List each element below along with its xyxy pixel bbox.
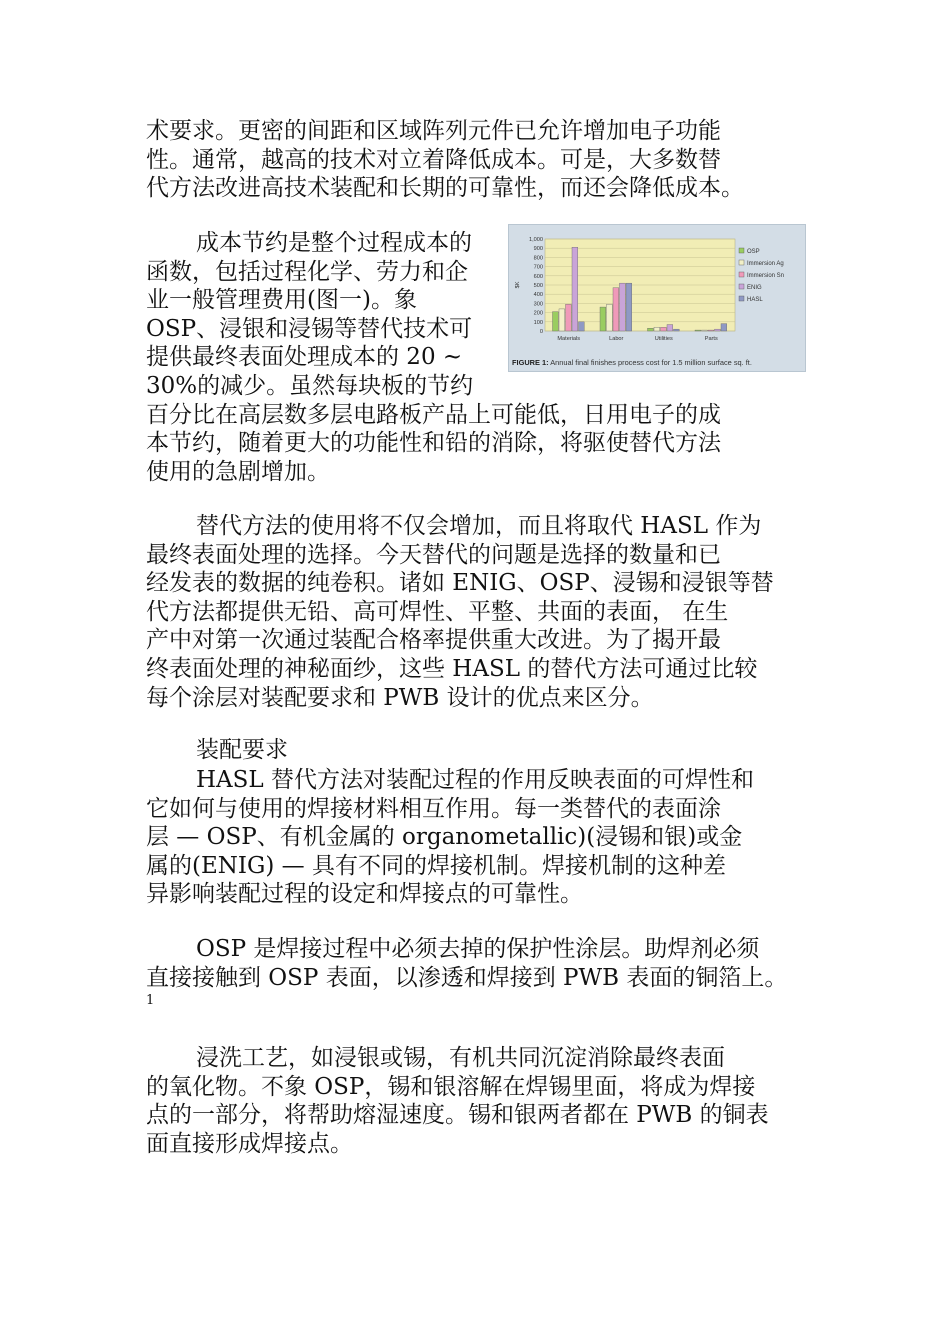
figure-1 — [508, 224, 806, 372]
y-tick-label: 700 — [533, 264, 543, 271]
bar-chart — [509, 225, 807, 357]
p5-line: OSP 是焊接过程中必须去掉的保护性涂层。助焊剂必须 — [196, 936, 760, 962]
x-tick-label: Parts — [704, 336, 718, 342]
bar-enig — [667, 325, 673, 331]
p4-line: 属的(ENIG) — 具有不同的焊接机制。焊接机制的这种差 — [146, 852, 726, 879]
p2-line: OSP、浸银和浸锡等替代技术可 — [146, 315, 473, 342]
paragraph-3 — [146, 512, 808, 712]
p2-line: 30%的减少。虽然每块板的节约 — [146, 372, 474, 399]
p6-line: 浸洗工艺，如浸银或锡，有机共同沉淀消除最终表面 — [196, 1045, 725, 1071]
p2-line: 百分比在高层数多层电路板产品上可能低，日用电子的成 — [146, 401, 721, 428]
legend-entry: Immersion Ag — [747, 261, 784, 267]
legend-swatch — [739, 284, 744, 289]
p3-line: 最终表面处理的选择。今天替代的问题是选择的数量和已 — [146, 541, 721, 568]
bar-osp — [648, 328, 654, 331]
y-tick-label: 0 — [539, 329, 543, 335]
y-tick-label: 500 — [533, 283, 543, 289]
legend-entry: ENIG — [747, 285, 762, 291]
legend-entry: OSP — [747, 249, 760, 255]
x-tick-label: Labor — [609, 336, 624, 342]
bar-immersion-sn — [661, 327, 667, 331]
paragraph-1 — [146, 117, 808, 203]
p2-line: 函数，包括过程化学、劳力和企 — [146, 258, 468, 285]
paragraph-6 — [146, 1044, 808, 1158]
bar-enig — [620, 283, 626, 331]
p3-line: 每个涂层对装配要求和 PWB 设计的优点来区分。 — [146, 684, 654, 711]
legend-swatch — [739, 272, 744, 277]
y-tick-label: 800 — [533, 255, 543, 262]
bar-immersion-ag — [607, 304, 613, 331]
legend-entry: HASL — [747, 297, 763, 303]
p3-line: 代方法都提供无铅、高可焊性、平整、共面的表面， 在生 — [146, 598, 729, 625]
bar-immersion-sn — [613, 288, 619, 331]
legend-entry: Immersion Sn — [747, 273, 785, 279]
y-tick-label: 300 — [533, 301, 543, 308]
p4-line: 层 — OSP、有机金属的 organometallic)(浸锡和银)或金 — [146, 824, 743, 851]
legend-swatch — [739, 296, 744, 301]
p4-line: 异影响装配过程的设定和焊接点的可靠性。 — [146, 881, 583, 908]
y-axis-label: $K — [515, 281, 521, 289]
p3-line: 终表面处理的神秘面纱，这些 HASL 的替代方法可通过比较 — [146, 655, 758, 682]
p1-line: 性。通常，越高的技术对立着降低成本。可是，大多数替 — [146, 146, 721, 173]
figure-caption — [512, 358, 752, 367]
p2-line: 提供最终表面处理成本的 20 ~ — [146, 344, 463, 371]
p3-line: 产中对第一次通过装配合格率提供重大改进。为了揭开最 — [146, 627, 721, 654]
bar-enig — [715, 329, 721, 331]
caption-text: Annual final finishes process cost for 1.5 million surface sq. ft. — [550, 358, 752, 367]
p3-line: 经发表的数据的纯卷积。诸如 ENIG、OSP、浸锡和浸银等替 — [146, 570, 774, 597]
bar-osp — [553, 312, 559, 331]
bar-immersion-ag — [654, 327, 660, 331]
heading-assembly-requirements: 装配要求 — [196, 737, 288, 763]
bar-immersion-ag — [559, 309, 565, 331]
bar-hasl — [674, 329, 680, 331]
legend-swatch — [739, 248, 744, 253]
p2-line: 使用的急剧增加。 — [146, 458, 330, 485]
p4-line: HASL 替代方法对装配过程的作用反映表面的可焊性和 — [196, 767, 755, 793]
section-heading — [146, 736, 808, 765]
legend-swatch — [739, 260, 744, 265]
bar-immersion-sn — [566, 304, 572, 331]
bar-osp — [600, 307, 606, 331]
caption-label: FIGURE 1: — [512, 358, 549, 367]
x-tick-label: Utilities — [654, 336, 673, 342]
p6-line: 的氧化物。不象 OSP，锡和银溶解在焊锡里面，将成为焊接 — [146, 1073, 756, 1100]
p1-line: 代方法改进高技术装配和长期的可靠性，而还会降低成本。 — [146, 175, 744, 202]
p6-line: 点的一部分，将帮助熔湿速度。锡和银两者都在 PWB 的铜表 — [146, 1102, 769, 1129]
y-tick-label: 100 — [533, 319, 543, 326]
p4-line: 它如何与使用的焊接材料相互作用。每一类替代的表面涂 — [146, 795, 721, 822]
bar-hasl — [721, 324, 727, 331]
p1-line: 术要求。更密的间距和区域阵列元件已允许增加电子功能 — [146, 118, 721, 144]
footnote-marker: 1 — [146, 993, 155, 1009]
y-tick-label: 200 — [533, 310, 543, 317]
p2-line: 本节约，随着更大的功能性和铅的消除，将驱使替代方法 — [146, 430, 721, 457]
p2-line: 业一般管理费用(图一)。象 — [146, 287, 417, 314]
bar-immersion-ag — [702, 330, 708, 331]
p3-line: 替代方法的使用将不仅会增加，而且将取代 HASL 作为 — [196, 513, 762, 539]
y-tick-label: 400 — [533, 292, 543, 299]
bar-hasl — [579, 322, 585, 331]
p5-line: 直接接触到 OSP 表面，以渗透和焊接到 PWB 表面的铜箔上。 — [146, 964, 788, 991]
y-tick-label: 600 — [533, 273, 543, 280]
y-tick-label: 900 — [533, 246, 543, 253]
y-tick-label: 1,000 — [529, 237, 543, 243]
p2-line: 成本节约是整个过程成本的 — [196, 230, 472, 256]
paragraph-4 — [146, 766, 808, 909]
bar-enig — [572, 247, 578, 331]
paragraph-5 — [146, 935, 808, 1010]
p6-line: 面直接形成焊接点。 — [146, 1130, 353, 1157]
bar-osp — [695, 330, 701, 331]
bar-immersion-sn — [708, 330, 714, 331]
x-tick-label: Materials — [557, 336, 581, 342]
bar-hasl — [626, 283, 632, 331]
